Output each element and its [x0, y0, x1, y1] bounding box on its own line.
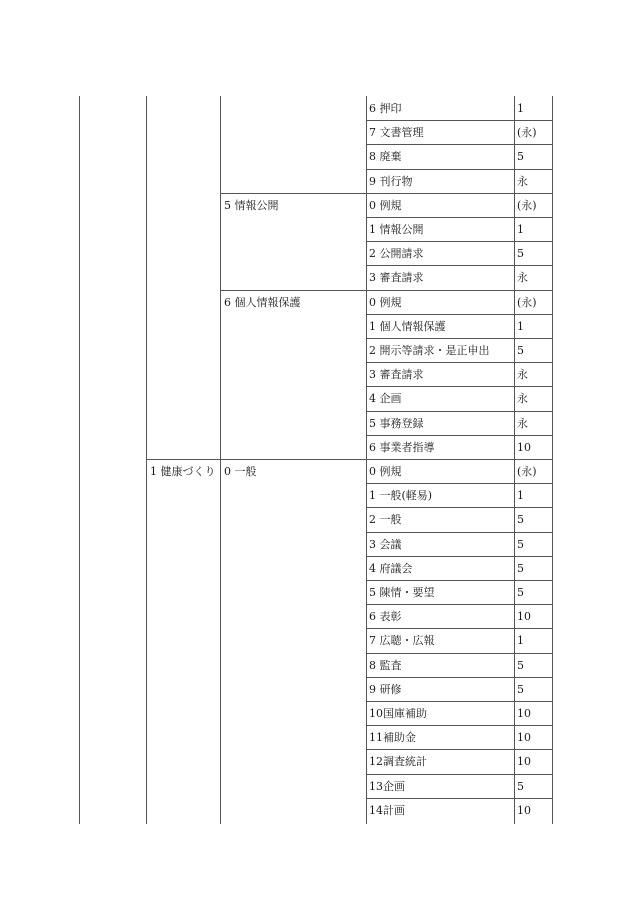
item-cell: 6 表彰 — [369, 610, 402, 624]
row-divider — [366, 265, 552, 266]
item-cell: 0 例規 — [369, 465, 402, 478]
column-border-3 — [366, 96, 367, 824]
item-cell: 2 一般 — [369, 513, 402, 527]
retention-period-cell: 1 — [517, 223, 524, 236]
retention-period-cell: (永) — [517, 126, 537, 140]
retention-period-cell: 10 — [517, 610, 531, 624]
row-divider — [366, 362, 552, 363]
column-border-5 — [552, 96, 553, 824]
row-divider — [366, 338, 552, 339]
item-cell: 0 例規 — [369, 295, 402, 309]
item-cell: 6 事業者指導 — [369, 440, 435, 454]
retention-period-cell: 永 — [517, 392, 528, 406]
retention-period-cell: 1 — [517, 634, 524, 648]
row-divider — [366, 798, 552, 799]
retention-period-cell: 1 — [517, 489, 524, 503]
item-cell: 3 審査請求 — [369, 271, 424, 285]
row-divider — [366, 653, 552, 654]
item-cell: 12調査統計 — [369, 755, 427, 769]
retention-period-cell: 1 — [517, 102, 524, 115]
retention-period-cell: 5 — [517, 779, 524, 793]
item-cell: 5 陳情・要望 — [369, 586, 435, 599]
item-cell: 13企画 — [369, 779, 405, 793]
group-divider — [146, 459, 552, 460]
subcategory-cell: 5 情報公開 — [224, 198, 279, 212]
retention-period-cell: 10 — [517, 803, 531, 817]
item-cell: 0 例規 — [369, 198, 402, 212]
row-divider — [366, 532, 552, 533]
retention-period-cell: 永 — [517, 174, 528, 188]
row-divider — [366, 556, 552, 557]
row-divider — [366, 144, 552, 145]
column-border-2 — [220, 96, 221, 824]
item-cell: 14計画 — [369, 803, 405, 817]
row-divider — [366, 435, 552, 436]
retention-period-cell: (永) — [517, 465, 537, 478]
item-cell: 7 文書管理 — [369, 126, 424, 140]
row-divider — [366, 241, 552, 242]
retention-period-cell: 10 — [517, 707, 531, 720]
item-cell: 4 府議会 — [369, 561, 413, 575]
retention-period-cell: 5 — [517, 537, 524, 551]
item-cell: 10国庫補助 — [369, 707, 427, 720]
item-cell: 6 押印 — [369, 102, 402, 115]
retention-period-cell: 5 — [517, 658, 524, 672]
row-divider — [366, 580, 552, 581]
group-divider — [220, 290, 552, 291]
column-border-0 — [79, 96, 80, 824]
subcategory-cell: 0 一般 — [224, 465, 257, 478]
row-divider — [366, 120, 552, 121]
subcategory-cell: 6 個人情報保護 — [224, 295, 301, 309]
item-cell: 11補助金 — [369, 731, 416, 745]
row-divider — [366, 604, 552, 605]
item-cell: 2 開示等請求・是正申出 — [369, 344, 490, 357]
row-divider — [366, 483, 552, 484]
item-cell: 2 公開請求 — [369, 247, 424, 261]
item-cell: 7 広聴・広報 — [369, 634, 435, 648]
row-divider — [366, 725, 552, 726]
column-border-4 — [514, 96, 515, 824]
item-cell: 3 審査請求 — [369, 368, 424, 382]
item-cell: 1 個人情報保護 — [369, 319, 446, 333]
item-cell: 5 事務登録 — [369, 416, 424, 430]
row-divider — [366, 701, 552, 702]
item-cell: 1 情報公開 — [369, 223, 424, 236]
retention-period-cell: (永) — [517, 198, 537, 212]
item-cell: 4 企画 — [369, 392, 402, 406]
row-divider — [366, 217, 552, 218]
item-cell: 9 研修 — [369, 682, 402, 696]
item-cell: 3 会議 — [369, 537, 402, 551]
row-divider — [366, 386, 552, 387]
column-border-1 — [146, 96, 147, 824]
retention-period-cell: 10 — [517, 440, 531, 454]
item-cell: 1 一般(軽易) — [369, 489, 433, 503]
row-divider — [366, 774, 552, 775]
item-cell: 8 廃棄 — [369, 150, 402, 164]
row-divider — [366, 628, 552, 629]
row-divider — [366, 507, 552, 508]
retention-period-cell: 5 — [517, 150, 524, 164]
row-divider — [366, 411, 552, 412]
retention-period-cell: 永 — [517, 271, 528, 285]
row-divider — [366, 314, 552, 315]
row-divider — [366, 169, 552, 170]
item-cell: 8 監査 — [369, 658, 402, 672]
retention-period-cell: 5 — [517, 682, 524, 696]
retention-period-cell: 5 — [517, 513, 524, 527]
retention-period-cell: 5 — [517, 247, 524, 261]
row-divider — [366, 677, 552, 678]
retention-period-cell: 永 — [517, 416, 528, 430]
retention-period-cell: (永) — [517, 295, 537, 309]
item-cell: 9 刊行物 — [369, 174, 413, 188]
row-divider — [366, 749, 552, 750]
retention-period-cell: 5 — [517, 586, 524, 599]
retention-period-cell: 10 — [517, 731, 531, 745]
retention-period-cell: 1 — [517, 319, 524, 333]
retention-period-cell: 5 — [517, 344, 524, 357]
retention-period-cell: 5 — [517, 561, 524, 575]
category-cell: 1 健康づくり — [150, 465, 216, 478]
group-divider — [220, 193, 552, 194]
retention-period-cell: 10 — [517, 755, 531, 769]
retention-period-cell: 永 — [517, 368, 528, 382]
